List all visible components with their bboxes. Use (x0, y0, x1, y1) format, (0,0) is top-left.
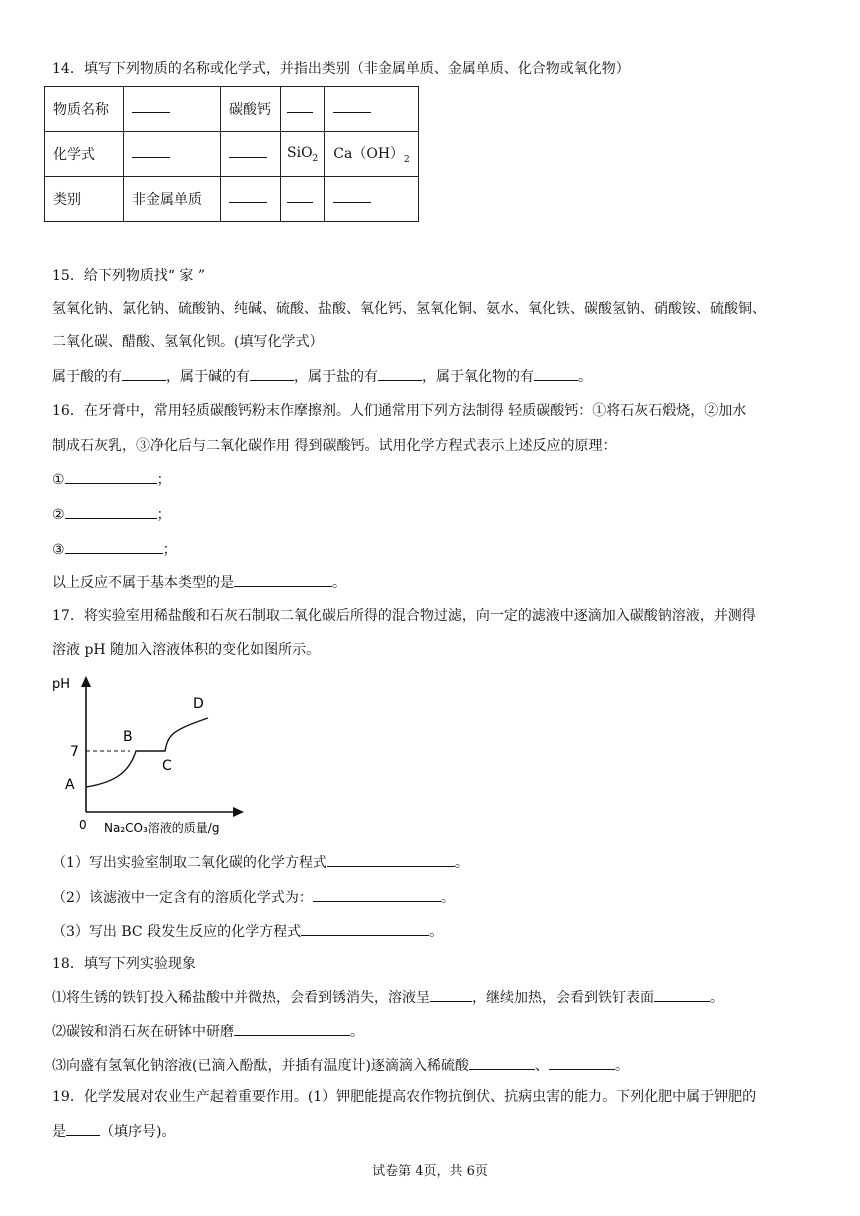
blank-cell[interactable] (124, 132, 221, 177)
row-label: 类别 (45, 177, 124, 222)
q17-line2: 溶液 pH 随加入溶液体积的变化如图所示。 (52, 642, 321, 658)
ph-chart (48, 670, 258, 842)
table-row (45, 132, 419, 177)
q16-eq1: ① ； (52, 469, 171, 490)
q17-sub3: （3）写出 BC 段发生反应的化学方程式 。 (52, 921, 443, 942)
blank-cell[interactable] (281, 177, 325, 222)
y-tick-7: 7 (70, 744, 79, 760)
answer-blank[interactable] (122, 366, 166, 381)
answer-blank[interactable] (65, 539, 163, 554)
answer-blank[interactable] (250, 366, 294, 381)
q18-s1: ⑴将生锈的铁钉投入稀盐酸中并微热，会看到锈消失，溶液呈 ，继续加热，会看到铁钉表面 。 (52, 987, 724, 1008)
q15-line2: 二氧化碳、醋酸、氢氧化钡。(填写化学式） (52, 334, 324, 350)
answer-blank[interactable] (66, 1121, 100, 1136)
ph-curve (86, 718, 208, 787)
q16-line2: 制成石灰乳，③净化后与二氧化碳作用 得到碳酸钙。试用化学方程式表示上述反应的原理： (52, 438, 617, 454)
y-axis-arrow (81, 676, 91, 687)
x-axis-arrow (233, 807, 244, 817)
point-label-a: A (65, 777, 75, 793)
q14-title: 14．填写下列物质的名称或化学式，并指出类别（非金属单质、金属单质、化合物或氧化物） (52, 61, 630, 77)
answer-blank[interactable] (234, 572, 332, 587)
table-row (45, 177, 419, 222)
answer-blank[interactable] (327, 852, 455, 867)
answer-blank[interactable] (549, 1055, 615, 1070)
origin-label: 0 (79, 818, 87, 832)
q16-eq3: ③ ； (52, 539, 177, 560)
table-row (45, 87, 419, 132)
answer-blank[interactable] (378, 366, 422, 381)
answer-blank[interactable] (301, 921, 429, 936)
point-label-b: B (123, 729, 133, 745)
answer-blank[interactable] (313, 887, 441, 902)
x-axis-label: Na₂CO₃溶液的质量/g (104, 821, 220, 835)
q17-sub2: （2）该滤液中一定含有的溶质化学式为： 。 (52, 887, 455, 908)
q16-eq2: ② ； (52, 504, 171, 525)
y-axis-label: pH (52, 677, 71, 692)
answer-blank[interactable] (430, 987, 472, 1002)
q15-line1: 氢氧化钠、氯化钠、硫酸钠、纯碱、硫酸、盐酸、氧化钙、氢氧化铜、氨水、氧化铁、碳酸氢钠、硝酸铵、硫酸铜、 (52, 301, 766, 317)
q19-line2: 是 （填序号)。 (52, 1121, 175, 1142)
q18-title: 18．填写下列实验现象 (52, 956, 196, 972)
answer-blank[interactable] (65, 504, 157, 519)
blank-cell[interactable] (124, 87, 221, 132)
answer-blank[interactable] (65, 469, 157, 484)
point-label-c: C (162, 758, 172, 774)
blank-cell[interactable] (281, 87, 325, 132)
q17-line1: 17．将实验室用稀盐酸和石灰石制取二氧化碳后所得的混合物过滤，向一定的滤液中逐滴加入碳酸钠溶液，并测得 (52, 608, 756, 624)
answer-blank[interactable] (654, 987, 710, 1002)
answer-blank[interactable] (534, 366, 578, 381)
blank-cell[interactable] (325, 87, 418, 132)
row-label: 物质名称 (45, 87, 124, 132)
blank-cell[interactable] (221, 177, 281, 222)
q19-line1: 19．化学发展对农业生产起着重要作用。(1）钾肥能提高农作物抗倒伏、抗病虫害的能力。下列化肥中属于钾肥的 (52, 1089, 757, 1105)
q16-line1: 16．在牙膏中，常用轻质碳酸钙粉末作摩擦剂。人们通常用下列方法制得 轻质碳酸钙：①将石灰石煅烧，②加水 (52, 403, 747, 419)
q17-sub1: （1）写出实验室制取二氧化碳的化学方程式 。 (52, 852, 469, 873)
q15-title: 15．给下列物质找“ 家 ” (52, 268, 206, 284)
q16-last: 以上反应不属于基本类型的是 。 (52, 572, 346, 593)
answer-blank[interactable] (234, 1021, 350, 1036)
blank-cell[interactable] (221, 132, 281, 177)
q18-s3: ⑶向盛有氢氧化钠溶液(已滴入酚酞，并插有温度计)逐滴滴入稀硫酸 、 。 (52, 1055, 629, 1076)
page-footer: 试卷第 4页，共 6页 (372, 1164, 488, 1179)
cell: 碳酸钙 (221, 87, 281, 132)
row-label: 化学式 (45, 132, 124, 177)
cell: $Ca(OH)_2$ (325, 132, 418, 177)
cell: 非金属单质 (124, 177, 221, 222)
cell: SiO$_2$ (281, 132, 325, 177)
blank-cell[interactable] (325, 177, 418, 222)
q18-s2: ⑵碳铵和消石灰在研钵中研磨 。 (52, 1021, 364, 1042)
q14-table (44, 86, 419, 222)
point-label-d: D (193, 696, 204, 712)
answer-blank[interactable] (469, 1055, 535, 1070)
q15-answers: 属于酸的有 ，属于碱的有 ，属于盐的有 ，属于氧化物的有 。 (52, 366, 592, 387)
